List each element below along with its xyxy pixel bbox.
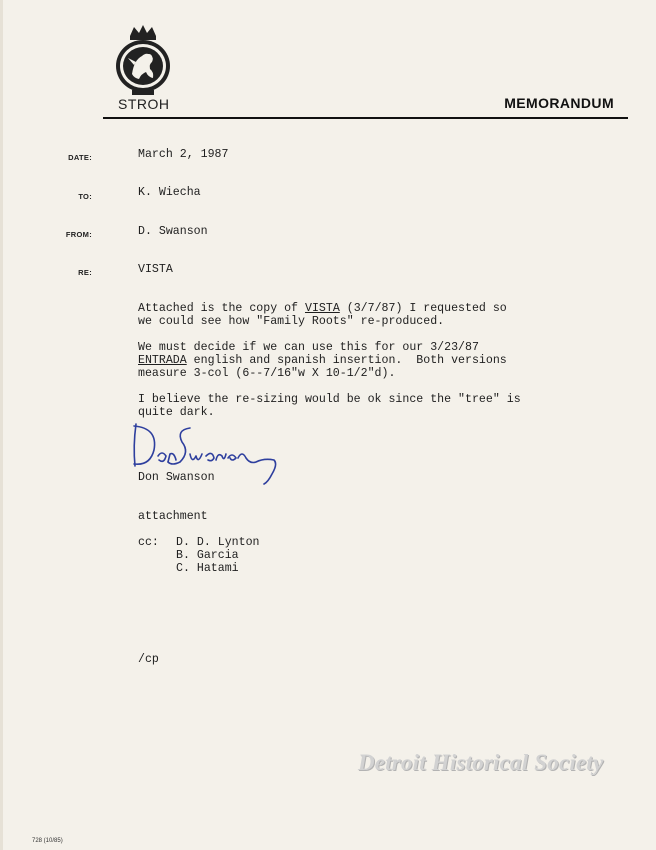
header-rule (103, 117, 628, 119)
typed-signature-name: Don Swanson (138, 471, 215, 484)
body-paragraph-2-line-3: measure 3-col (6--7/16"w X 10-1/2"d). (138, 367, 396, 380)
watermark: Detroit Historical Society (358, 750, 604, 775)
cc-recipient: C. Hatami (176, 562, 239, 575)
body-paragraph-3-line-1: I believe the re-sizing would be ok since the "tree" is (138, 393, 521, 406)
stroh-crest-logo (108, 22, 178, 97)
cc-label: cc: (138, 536, 159, 549)
re-label: RE: (78, 268, 92, 277)
cc-recipient: D. D. Lynton (176, 536, 260, 549)
memorandum-title: MEMORANDUM (504, 95, 614, 111)
to-label: TO: (78, 192, 92, 201)
date-value: March 2, 1987 (138, 148, 229, 161)
attachment-note: attachment (138, 510, 208, 523)
to-value: K. Wiecha (138, 186, 201, 199)
body-paragraph-3-line-2: quite dark. (138, 406, 215, 419)
from-label: FROM: (65, 230, 92, 239)
typist-initials: /cp (138, 653, 159, 666)
body-paragraph-2-line-1: We must decide if we can use this for our 3/23/87 (138, 341, 479, 354)
date-label: DATE: (68, 153, 92, 162)
from-value: D. Swanson (138, 225, 208, 238)
body-paragraph-1-line-1 (138, 302, 507, 315)
re-value: VISTA (138, 263, 173, 276)
vista-underlined: VISTA (304, 302, 340, 315)
cc-recipient: B. Garcia (176, 549, 239, 562)
text-span: Attached is the copy of (138, 302, 305, 315)
form-number: 728 (10/85) (32, 838, 63, 844)
brand-name: STROH (118, 96, 170, 112)
text-span: (3/7/87) I requested so (339, 302, 507, 315)
body-paragraph-2-line-2 (138, 354, 507, 367)
body-paragraph-1-line-2: we could see how "Family Roots" re-produced. (138, 315, 445, 328)
text-span: english and spanish insertion. Both versions (186, 354, 507, 367)
entrada-underlined: ENTRADA (138, 354, 187, 367)
